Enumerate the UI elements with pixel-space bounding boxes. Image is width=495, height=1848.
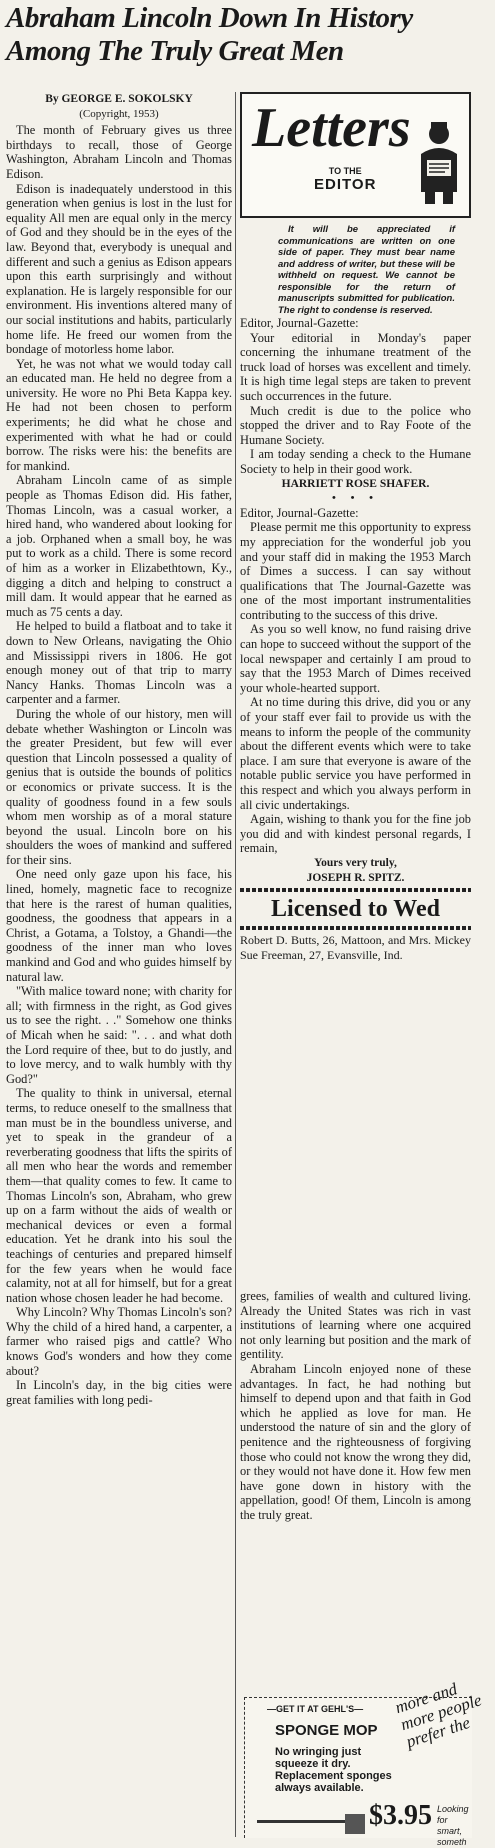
letter-separator: • • • xyxy=(331,492,380,505)
article-paragraph: He helped to build a flatboat and to take it down to New Orleans, navigating the Ohio and Mississippi rivers in 1806. He got enough money out of that trip to marry Nancy Hanks. Thomas Lincoln was a carpenter and a farmer. xyxy=(6,619,232,707)
license-entry: Robert D. Butts, 26, Mattoon, and Mrs. Mickey Sue Freeman, 27, Evansville, Ind. xyxy=(240,933,471,962)
article-paragraph: In Lincoln's day, in the big cities were great families with long pedi- xyxy=(6,1378,232,1407)
article-column xyxy=(6,92,232,1407)
letters-logo-word: Letters xyxy=(252,97,411,159)
letter-paragraph: As you so well know, no fund raising drive can hope to succeed without the support of the local newspaper and certainly I am proud to say that the 1953 March of Dimes received your whole-hearted support. xyxy=(240,622,471,695)
sponge-mop-advertisement xyxy=(244,1679,484,1847)
article-paragraph: "With malice toward none; with charity for all; with firmness in the right, as God gives us to see the right. . ." Somehow one thinks of Micah when he said: ". . . and what doth the Lord require of thee, but to do justly, and to love mercy, and to walk humbly with thy God?" xyxy=(6,984,232,1086)
ad-note: Looking for smart, someth xyxy=(437,1804,469,1847)
letter-salutation: Editor, Journal-Gazette: xyxy=(240,505,359,520)
editor-figure-icon xyxy=(417,120,461,210)
letter-paragraph: Much credit is due to the police who stopped the driver and to Ray Foote of the Humane Society. xyxy=(240,403,471,447)
letters-logo-editor: EDITOR xyxy=(314,176,377,193)
article-paragraph: The month of February gives us three birthdays to recall, those of George Washington, Abraham Lincoln and Thomas Edison. xyxy=(6,123,232,181)
sponge-mop-icon xyxy=(257,1814,367,1841)
article-paragraph: The quality to think in universal, eternal terms, to reduce oneself to the smallness that man must be in the boundless universe, and yet to speak in the grandeur of a reverberating goodness that lifts the spirits of all men who hear the words and remember them—that quality comes to few. It came to Thomas Lincoln's son, Abraham, who grew up on a farm without the aids of wealth or mechanical devices or even a formal education. Yet he drank into his soul the teachings of centuries and prepared himself for the few years when he would face calamity, not at all for himself, but for a great nation whose chosen leader he had become. xyxy=(6,1086,232,1305)
article-paragraph: Edison is inadequately understood in this generation when genius is lost in the lust for equality All men are equal only in the mercy of God and they should be in the eyes of the law. Beyond that, everybody is unequal and different and such a genius as Edison appears upon this earth surprisingly and without explanation. He is largely responsible for our environment. His inventions altered many of our social institutions and habits, particularly home life. He freed our women from the bondage of motorless home labor. xyxy=(6,181,232,357)
article-paragraph: Yet, he was not what we would today call an educated man. He held no degree from a university. He wore no Phi Beta Kappa key. He had not been chosen to perform experiments; he did what he chose and experimented with what he had or could borrow. The risks were his: the benefits are for mankind. xyxy=(6,356,232,473)
letter-paragraph: I am today sending a check to the Humane Society to help in their good work. xyxy=(240,447,471,476)
article-paragraph: Abraham Lincoln came of as simple people as Thomas Edison did. His father, Thomas Lincoln, was a casual worker, a hired hand, who wandered about looking for a job. Orphaned when a small boy, he was put to work as a child. There is some record of him as a worker in Elizabethtown, Ky., digging a ditch and helping to construct a mill dam. It would appear that he earned as much as 75 cents a day. xyxy=(6,473,232,619)
letters-logo-to: TO THE xyxy=(328,166,362,176)
section-rule xyxy=(240,888,471,892)
article-paragraph: One need only gaze upon his face, his lined, homely, magnetic face to recognize that here is the rarest of human qualities, goodness, the goodness that appears in a Christ, a Gotama, a Tolstoy, a Ghandi—the goodness of the inner man who loves mankind and God and who guides himself by natural law. xyxy=(6,867,232,984)
ad-header: —GET IT AT GEHL'S— xyxy=(267,1704,364,1714)
letter-paragraph: Please permit me this opportunity to express my appreciation for the wonderful job you and your staff did in making the 1953 March of Dimes a success. I can say without qualifications that The Journal-Gazette was one of the most important instrumentalities contributing to the success of this drive. xyxy=(240,520,471,622)
headline xyxy=(6,2,471,68)
letters-notice: It will be appreciated if communications are written on one side of paper. They must bear name and address of writer, but these will be withheld on request. We cannot be responsible for the return of manuscripts submitted for publication. The right to condense is reserved. xyxy=(278,224,455,316)
letter-closing: Yours very truly, xyxy=(314,856,397,869)
letter-salutation: Editor, Journal-Gazette: xyxy=(240,316,359,330)
column-divider xyxy=(235,92,236,1837)
article-continuation xyxy=(240,1289,471,1523)
ad-price: $3.95 xyxy=(369,1800,432,1831)
letters-column xyxy=(240,92,471,962)
licensed-to-wed-heading: Licensed to Wed xyxy=(271,896,440,923)
byline: By GEORGE E. SOKOLSKY xyxy=(45,93,193,105)
section-rule xyxy=(240,926,471,930)
ad-script-text: more and more people prefer the xyxy=(392,1679,484,1752)
article-paragraph: During the whole of our history, men will debate whether Washington or Lincoln was the greater President, but few will ever question that Lincoln possessed a quality of genius that is outside the bounds of politics or economics or private success. It is the quality of goodness found in a few souls whom men worship as of a moral stature beyond the usual. Lincoln bore on his shoulders the woes of mankind and suffered for their sins. xyxy=(6,706,232,867)
letters-logo-subtitle xyxy=(314,164,376,192)
ad-body-text: No wringing just squeeze it dry. Replacement sponges always available. xyxy=(275,1746,392,1794)
headline-line-2: Among The Truly Great Men xyxy=(6,35,344,67)
article-paragraph: grees, families of wealth and cultured living. Already the United States was rich in vast institutions of learning where one acquired not only learning but position and the mark of gentility. xyxy=(240,1289,471,1362)
letters-to-editor-logo xyxy=(240,92,471,218)
letter-paragraph: Your editorial in Monday's paper concerning the inhumane treatment of the truck load of horses was excellent and timely. It is high time legal steps are taken to prevent such occurrences in the future. xyxy=(240,330,471,403)
letter-paragraph: At no time during this drive, did you or any of your staff ever fail to provide us with the means to inform the people of the community about the different events which were to take place. I am sure that everyone is aware of the notable public service you have performed in this respect and which you always perform in all civic undertakings. xyxy=(240,695,471,812)
ad-product-name: SPONGE MOP xyxy=(275,1722,378,1739)
article-paragraph: Abraham Lincoln enjoyed none of these advantages. In fact, he had nothing but himself to depend upon and that faith in God which he applied as love for man. He understood the nature of sin and the glory of penitence and the righteousness of forgiving those who could not know the wrong they did, or they would not have done it. How few men have gone down in history with the appellation, good! Of them, Lincoln is among the truly great. xyxy=(240,1361,471,1522)
letter-signature: JOSEPH R. SPITZ. xyxy=(306,871,405,884)
letter-signature: HARRIETT ROSE SHAFER. xyxy=(281,477,430,490)
copyright-line: (Copyright, 1953) xyxy=(79,107,159,120)
letter-paragraph: Again, wishing to thank you for the fine job you did and with kindest personal regards, I remain, xyxy=(240,812,471,856)
article-paragraph: Why Lincoln? Why Thomas Lincoln's son? Why the child of a hired hand, a carpenter, a farmer who raised pigs and cattle? Who knows God's wonders and how they come about? xyxy=(6,1305,232,1378)
headline-line-1: Abraham Lincoln Down In History xyxy=(6,2,413,34)
